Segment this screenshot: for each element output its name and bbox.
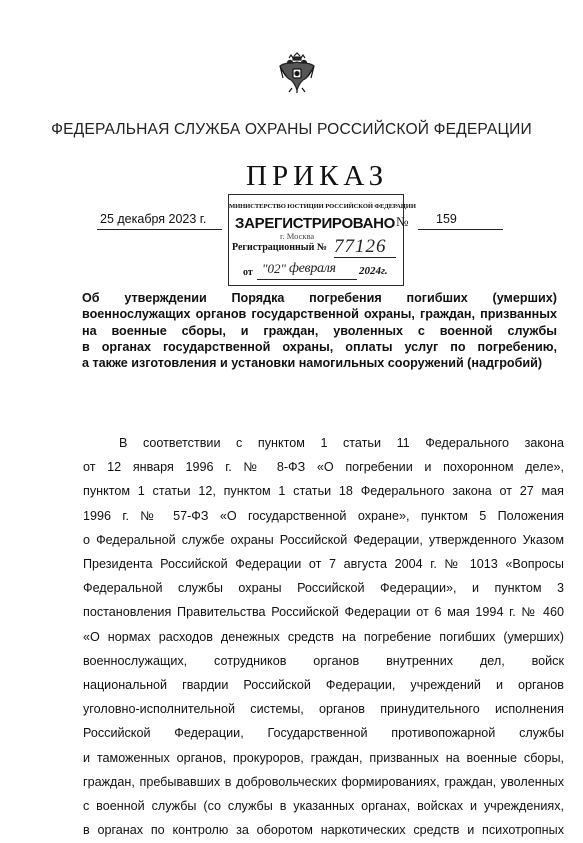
body-line: «О нормах расходов денежных средств на погребение погибших (умерших) xyxy=(83,629,564,644)
stamp-date-underline xyxy=(257,279,357,280)
body-line: постановления Правительства Российской Федерации от 6 мая 1994 г. № 460 xyxy=(83,605,564,620)
stamp-date-prefix: от xyxy=(243,267,253,278)
body-line: уголовно-исполнительной системы, органов принудительного исполнения xyxy=(83,702,564,717)
order-number: 159 xyxy=(436,212,457,226)
stamp-ministry: МИНИСТЕРСТВО ЮСТИЦИИ РОССИЙСКОЙ ФЕДЕРАЦИИ xyxy=(229,203,416,210)
subject-line: а также изготовления и установки намогильных сооружений (надгробий) xyxy=(82,356,543,371)
registration-stamp xyxy=(228,194,416,286)
subject-line: Об утверждении Порядка погребения погибших (умерших) xyxy=(82,291,557,305)
organization-title: ФЕДЕРАЛЬНАЯ СЛУЖБА ОХРАНЫ РОССИЙСКОЙ ФЕДЕРАЦИИ xyxy=(51,121,532,138)
body-line: и таможенных органов, прокуроров, граждан, призванных на военные сборы, xyxy=(83,750,564,765)
stamp-reg-day: "02" xyxy=(262,261,286,276)
body-line: Федеральной службы охраны Российской Федерации», и пунктом 3 xyxy=(83,581,564,596)
date-underline xyxy=(97,229,222,230)
stamp-reg-year: 2024г. xyxy=(359,265,388,277)
body-line: В соответствии с пунктом 1 статьи 11 Федерального закона xyxy=(119,436,564,450)
body-line: национальной гвардии Российской Федерации, учреждений и органов xyxy=(83,678,564,693)
body-line: пунктом 1 статьи 12, пунктом 1 статьи 18 Федерального закона от 27 мая xyxy=(83,484,564,499)
body-line: в органах по контролю за оборотом наркотических средств и психотропных xyxy=(83,823,564,838)
document-subject xyxy=(82,290,557,371)
subject-line: на военные сборы, и граждан, уволенных с военной службы xyxy=(82,323,557,338)
body-line: от 12 января 1996 г. № 8-ФЗ «О погребении и похоронном деле», xyxy=(83,460,564,475)
body-line: с военной службы (со службы в указанных органах, войсках и учреждениях, xyxy=(83,799,564,814)
double-headed-eagle-icon xyxy=(277,52,317,94)
number-sign: № xyxy=(396,214,409,229)
stamp-reg-label: Регистрационный № xyxy=(232,242,327,253)
stamp-registered: ЗАРЕГИСТРИРОВАНО xyxy=(235,215,396,232)
stamp-reg-underline xyxy=(334,257,396,258)
body-line: граждан, пребывавших в добровольческих формированиях, граждан, уволенных xyxy=(83,774,564,789)
number-underline xyxy=(418,229,503,230)
document-body xyxy=(83,431,564,842)
body-line: Российской Федерации, Государственной противопожарной службы xyxy=(83,726,564,741)
stamp-reg-number: 77126 xyxy=(334,236,387,257)
subject-line: военнослужащих органов государственной охраны, граждан, призванных xyxy=(82,307,557,322)
body-line: Президента Российской Федерации от 7 августа 2004 г. № 1013 «Вопросы xyxy=(83,557,564,572)
body-line: военнослужащих, сотрудников органов внутренних дел, войск xyxy=(83,653,564,668)
body-line: 1996 г. № 57-ФЗ «О государственной охране», пунктом 5 Положения xyxy=(83,508,564,523)
order-date: 25 декабря 2023 г. xyxy=(100,212,207,226)
stamp-reg-month: февраля xyxy=(289,261,336,276)
subject-line: в органах государственной охраны, оплаты услуг по погребению, xyxy=(82,339,557,354)
body-line: о Федеральной службе охраны Российской Федерации, утвержденного Указом xyxy=(83,532,564,547)
document-type-title: ПРИКАЗ xyxy=(246,160,389,192)
city-label: г. Москва xyxy=(280,231,315,241)
